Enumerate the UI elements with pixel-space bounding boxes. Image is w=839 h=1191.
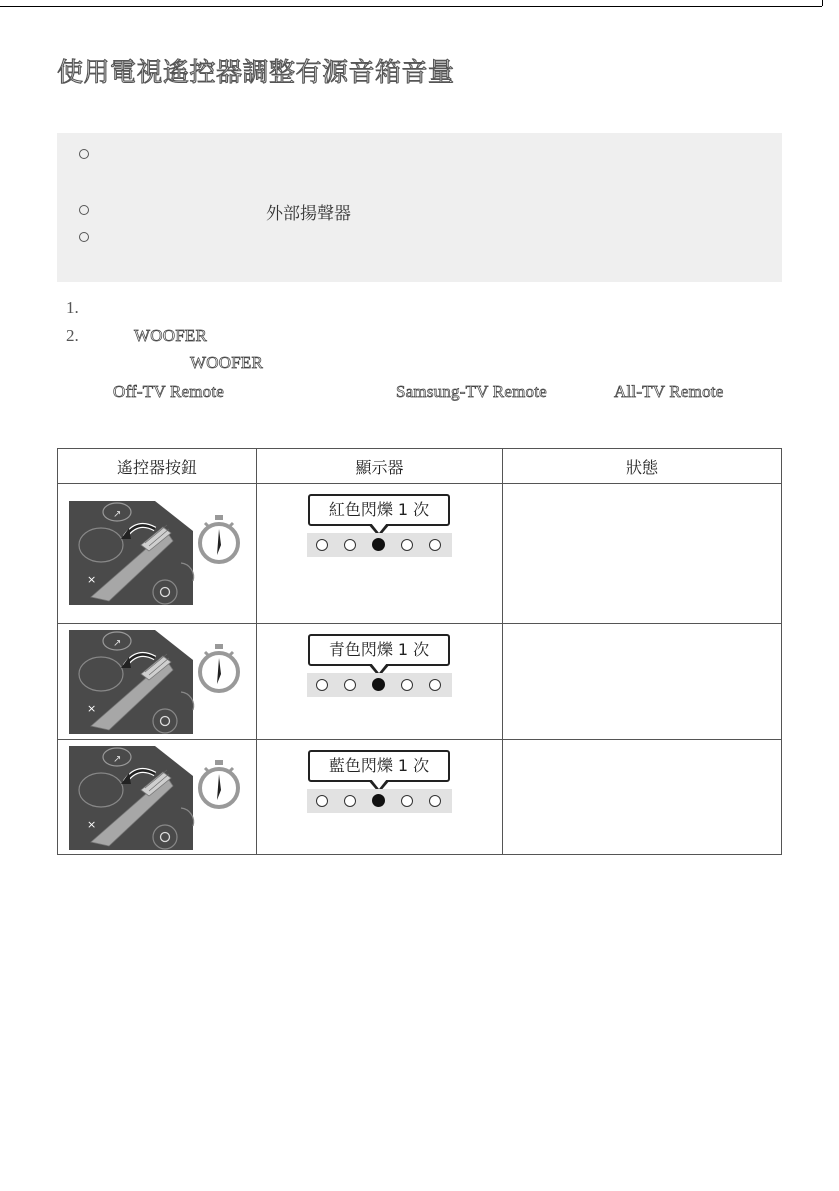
status-cell [503,740,782,855]
bullet-circle-icon [79,149,89,159]
led-icon [401,795,413,807]
note-term-external-speaker: 外部揚聲器 [266,204,351,224]
indicator-label: 紅色閃爍 1 次 [308,494,450,526]
led-icon [316,679,328,691]
led-strip [307,533,452,557]
svg-text:×: × [87,573,97,586]
header-remote-button: 遙控器按鈕 [58,449,257,484]
step-number: 2. [66,326,79,345]
remote-button-illustration [69,501,241,605]
led-icon [344,539,356,551]
led-icon [316,539,328,551]
table-row [58,740,782,855]
svg-text:×: × [87,702,97,715]
step-number: 1. [66,298,79,317]
led-lit-icon [372,538,385,551]
top-rule [0,6,822,7]
note-box [57,133,782,282]
led-indicator [307,494,453,558]
woofer-term: WOOFER [134,326,207,345]
remote-button-illustration [69,630,241,734]
indicator-label: 藍色閃爍 1 次 [308,750,450,782]
led-icon [316,795,328,807]
led-strip [307,673,452,697]
display-cell [257,624,503,740]
led-lit-icon [372,794,385,807]
header-display: 顯示器 [257,449,503,484]
crop-mark [822,0,823,6]
table-row [58,624,782,740]
woofer-term: WOOFER [190,353,263,372]
svg-text:↗: ↗ [113,638,122,649]
remote-button-cell [58,740,257,855]
led-icon [429,539,441,551]
led-lit-icon [372,678,385,691]
remote-mode-all-tv: All-TV Remote [614,382,724,401]
svg-text:↗: ↗ [113,509,122,520]
remote-button-illustration [69,746,241,850]
led-indicator [307,634,453,698]
led-icon [401,679,413,691]
remote-button-cell [58,484,257,624]
led-icon [429,679,441,691]
table-row [58,484,782,624]
indicator-label: 青色閃爍 1 次 [308,634,450,666]
table-header-row [58,449,782,484]
page-title: 使用電視遙控器調整有源音箱音量 [57,58,455,88]
led-icon [344,795,356,807]
led-icon [344,679,356,691]
bullet-circle-icon [79,232,89,242]
status-cell [503,484,782,624]
remote-mode-off-tv: Off-TV Remote [113,382,225,401]
bullet-circle-icon [79,205,89,215]
display-cell [257,484,503,624]
led-icon [429,795,441,807]
status-cell [503,624,782,740]
remote-mode-samsung-tv: Samsung-TV Remote [396,382,547,401]
remote-button-cell [58,624,257,740]
result-table [57,448,782,855]
led-strip [307,789,452,813]
svg-text:↗: ↗ [113,754,122,765]
header-status: 狀態 [503,449,782,484]
led-indicator [307,750,453,814]
led-icon [401,539,413,551]
display-cell [257,740,503,855]
svg-text:×: × [87,818,97,831]
